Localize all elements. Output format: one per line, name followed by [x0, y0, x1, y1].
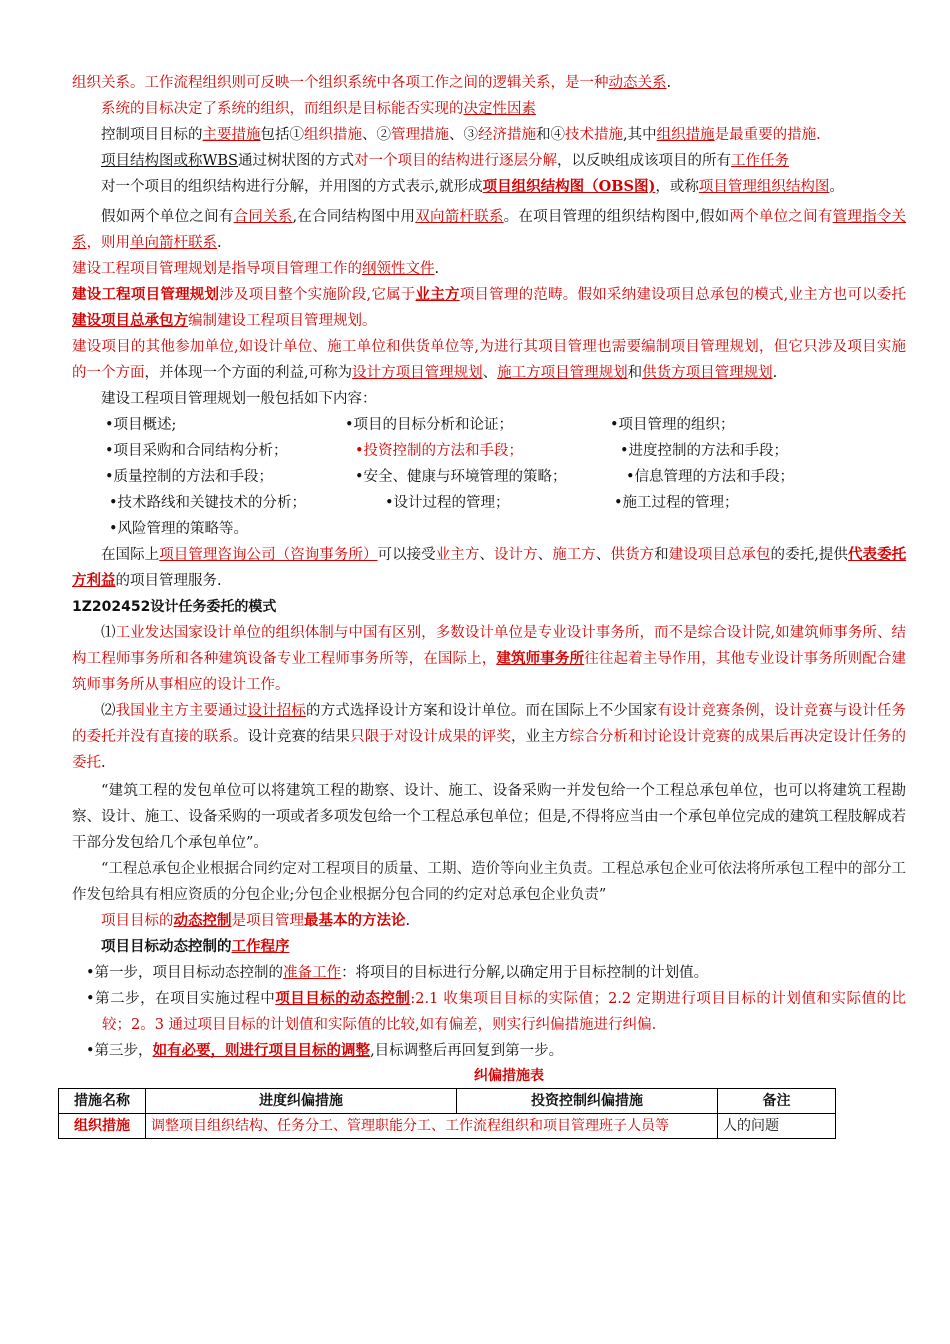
table-title: 纠偏措施表: [474, 1068, 544, 1084]
underline-span: 项目结构图或称WBS: [101, 153, 238, 169]
highlight-span: 设计招标: [247, 703, 306, 719]
text-span: ：将项目的目标进行分解,以确定用于目标控制的计划值。: [341, 965, 709, 981]
text-span: ，则用: [86, 235, 130, 251]
text-span: 、: [595, 547, 611, 563]
text-span: 业主方: [435, 547, 480, 563]
text-span: 有设计竞赛条例，设计竞赛与设计任务的委托并没有直接的联系: [72, 703, 907, 745]
text-span: 项目目标动态控制的: [101, 938, 232, 955]
list-item: •进度控制的方法和手段；: [620, 443, 789, 459]
text-span: ⑵: [101, 703, 116, 719]
paragraph-obs: [72, 174, 906, 200]
paragraph-design-tender: [72, 698, 906, 776]
document-page: [72, 70, 906, 1139]
highlight-span: 建筑师事务所: [496, 650, 585, 667]
paragraph-law-quote-1: “建筑工程的发包单位可以将建筑工程的勘察、设计、施工、设备采购一并发包给一个工程总承包单位，也可以将建筑工程勘察、设计、施工、设备采购的一项或者多项发包给一个工程总承包单位；但是,不得将应当由一个承包单位完成的建筑工程肢解成若干部分发包给几个承包单位”。: [72, 783, 906, 851]
bold-span: 最基本的方法论: [304, 912, 406, 929]
text-span: 。设计竞赛的结果: [232, 729, 351, 745]
text-span: •第一步，项目目标动态控制的: [86, 965, 284, 981]
text-span: 的委托,提供: [770, 547, 848, 563]
highlight-span: 组织措施: [656, 127, 715, 143]
text-span: 施工方: [552, 547, 596, 563]
list-item: •投资控制的方法和手段；: [355, 443, 524, 459]
text-span: ，并体现一个方面的利益,可称为: [144, 365, 353, 381]
text-span: 对一个项目的结构进行逐层分解: [354, 153, 557, 169]
text-span: .: [217, 235, 222, 251]
text-span: ，以反映组成该项目的所有: [557, 153, 731, 169]
text-span: 和: [654, 547, 669, 563]
text-span: 项目管理的范畴。假如采纳建设项目总承包的模式,业主方也可以委托: [459, 287, 907, 303]
paragraph-plan-guide: [72, 256, 906, 282]
list-item: •风险管理的策略等。: [109, 521, 249, 537]
list-item: •技术路线和关键技术的分析；: [109, 495, 307, 511]
highlight-span: 合同关系: [233, 209, 293, 225]
paragraph-arrows: [72, 204, 906, 256]
text-span: 可以接受: [377, 547, 436, 563]
text-span: 通过树状图的方式: [238, 153, 354, 169]
text-span: ，业主方: [511, 729, 570, 745]
highlight-span: 如有必要，则进行项目目标的调整: [152, 1042, 371, 1059]
highlight-span: 纲领性文件: [362, 261, 435, 277]
paragraph-foreign-design: [72, 620, 906, 698]
highlight-span: 建设项目总承包方: [72, 312, 188, 329]
step-1: [72, 960, 906, 986]
text-span: 控制项目目标的: [101, 127, 203, 143]
text-span: .: [101, 755, 106, 771]
text-span: 在国际上: [101, 547, 160, 563]
paragraph-wbs: [72, 148, 906, 174]
text-span: ,其中: [623, 127, 657, 143]
text-span: 、: [537, 547, 553, 563]
text-span: 和④: [536, 127, 565, 143]
table-cell-content: 调整项目组织结构、任务分工、管理职能分工、工作流程组织和项目管理班子人员等: [146, 1114, 718, 1139]
paragraph-organization-relation: [72, 70, 906, 96]
text-span: 管理措施: [391, 127, 449, 143]
highlight-span: 施工方项目管理规划: [497, 365, 628, 381]
text-span: 两个单位之间有: [729, 209, 833, 225]
list-item: •信息管理的方法和手段；: [626, 469, 795, 485]
text-span: .: [772, 365, 778, 381]
list-item: •项目的目标分析和论证；: [345, 417, 514, 433]
list-item: •项目概述;: [105, 417, 177, 433]
paragraph-law-quote-2: “工程总承包企业根据合同约定对工程项目的质量、工期、造价等向业主负责。工程总承包企业可依法将所承包工程中的部分工作发包给具有相应资质的分包企业;分包企业根据分包合同的约定对总承包企业负责”: [72, 861, 906, 903]
list-item: •质量控制的方法和手段；: [105, 469, 274, 485]
text-span: .: [405, 913, 411, 929]
text-span: 技术措施: [565, 127, 623, 143]
paragraph-control-measures: [72, 122, 906, 148]
highlight-span: 双向箭杆联系: [415, 209, 504, 225]
table-header: 措施名称: [59, 1089, 146, 1114]
text-span: 供货方: [610, 547, 655, 563]
table-header: 投资控制纠偏措施: [457, 1089, 718, 1114]
highlight-span: 供货方项目管理规划: [642, 365, 773, 381]
text-span: ⑴: [101, 625, 116, 641]
highlight-span: 工作任务: [731, 153, 789, 169]
text-span: 。: [829, 179, 844, 195]
text-span: 编制建设工程项目管理规划。: [188, 313, 377, 329]
text-span: 我国业主方主要通过: [115, 703, 248, 719]
text-span: 工业发达国家设计单位的组织体制与中国有区别，多数设计单位是专业设计事务所，而不是综合设计院,如建筑师事务所、结构工程师事务所和各种建筑设备专业工程师事务所等，在国际上，: [72, 625, 907, 667]
text-span: 假如两个单位之间有: [101, 209, 234, 225]
text-span: 只限于对设计成果的评奖: [350, 729, 512, 745]
text-span: 包括①: [260, 127, 304, 143]
table-header: 备注: [718, 1089, 836, 1114]
text-span: ,目标调整后再回复到第一步。: [370, 1043, 564, 1059]
highlight-span: 动态控制: [173, 912, 232, 929]
list-item: •安全、健康与环境管理的策略；: [355, 469, 567, 485]
highlight-span: 决定性因素: [463, 101, 536, 117]
paragraph-plan-contents: 建设工程项目管理规划一般包括如下内容：: [101, 391, 377, 407]
text-span: 设计方: [493, 547, 538, 563]
text-span: 的方式选择设计方案和设计单位。而在国际上不少国家: [305, 703, 658, 719]
text-span: •第二步，在项目实施过程中: [86, 991, 276, 1007]
highlight-span: 项目管理咨询公司（咨询事务所）: [159, 547, 378, 563]
highlight-span: 设计方项目管理规划: [352, 365, 483, 381]
paragraph-system-goal: [72, 96, 906, 122]
text-span: .: [434, 261, 440, 277]
highlight-span: 动态关系: [608, 75, 667, 91]
highlight-span: 代表委托方利益: [72, 546, 907, 589]
text-span: •第三步，: [86, 1043, 153, 1059]
text-span: 项目目标的: [101, 913, 174, 929]
highlight-span: 主要措施: [202, 127, 261, 143]
table-row: [59, 1114, 836, 1139]
highlight-span: 项目管理组织结构图: [698, 179, 830, 195]
table-cell-name: 组织措施: [59, 1114, 146, 1139]
text-span: 对一个项目的组织结构进行分解，并用图的方式表示,就形成: [101, 179, 483, 195]
highlight-span: 项目组织结构图（OBS图): [482, 178, 656, 195]
text-span: .: [666, 75, 672, 91]
paragraph-work-procedure: [72, 934, 906, 960]
highlight-span: 单向箭杆联系: [130, 235, 217, 251]
highlight-span: 准备工作: [283, 965, 342, 981]
list-item: •施工过程的管理；: [614, 495, 739, 511]
text-span: ，或称: [655, 179, 699, 195]
step-3: [72, 1038, 906, 1064]
table-cell-note: 人的问题: [718, 1114, 836, 1139]
text-span: 往往起着主导作用，其他专业设计事务所则配合建筑师事务所从事相应的设计工作。: [72, 651, 907, 693]
text-span: 建设项目的其他参加单位,如设计单位、施工单位和供货单位等,为进行其项目管理也需要编制项目管理规划，但它只涉及项目实施的一个方面: [72, 339, 906, 381]
text-span: 、②: [362, 127, 391, 143]
text-span: 经济措施: [478, 127, 536, 143]
text-span: 系统的目标决定了系统的组织，而组织是目标能否实现的: [101, 101, 464, 117]
text-span: 涉及项目整个实施阶段,它属于: [219, 287, 416, 303]
text-span: 、③: [449, 127, 478, 143]
highlight-span: 工作程序: [231, 938, 290, 955]
text-span: :2.1 收集项目目标的实际值；2.2 定期进行项目目标的计划值和实际值的比较；2。3 通过项目目标的计划值和实际值的比较,如有偏差，则实行纠偏措施进行纠偏.: [102, 991, 906, 1033]
text-span: 建设项目总承包: [668, 547, 771, 563]
highlight-span: 项目目标的动态控制: [275, 990, 411, 1007]
text-span: 和: [627, 365, 643, 381]
control-steps: [72, 960, 906, 1064]
bold-span: 建设工程项目管理规划: [72, 286, 220, 303]
plan-items-list: [72, 412, 906, 542]
step-2: [72, 986, 906, 1038]
text-span: 的项目管理服务.: [115, 573, 222, 589]
highlight-span: 管理指令关系: [72, 209, 907, 251]
paragraph-plan-owner: [72, 282, 906, 334]
text-span: 组织措施: [304, 127, 362, 143]
text-span: 综合分析和讨论设计竞赛的成果后再决定设计任务的委托: [72, 729, 907, 771]
highlight-span: 业主方: [415, 286, 460, 303]
text-span: 是最重要的措施.: [714, 127, 821, 143]
list-item: •项目采购和合同结构分析；: [105, 443, 288, 459]
list-item: •项目管理的组织；: [610, 417, 735, 433]
paragraph-other-parties: [72, 334, 906, 386]
text-span: ,在合同结构图中用: [292, 209, 416, 225]
text-span: 。在项目管理的组织结构图中,假如: [503, 209, 730, 225]
table-header: 进度纠偏措施: [146, 1089, 457, 1114]
table-header-row: [59, 1089, 836, 1114]
paragraph-dynamic-control: [72, 908, 906, 934]
section-heading: 1Z202452设计任务委托的模式: [72, 599, 277, 615]
paragraph-consulting: [72, 542, 906, 594]
text-span: 是项目管理: [231, 913, 304, 929]
text-span: 、: [479, 547, 494, 563]
correction-measures-table: [58, 1088, 836, 1139]
text-span: 建设工程项目管理规划是指导项目管理工作的: [72, 261, 362, 277]
list-item: •设计过程的管理；: [385, 495, 510, 511]
text-span: 组织关系。工作流程组织则可反映一个组织系统中各项工作之间的逻辑关系，是一种: [72, 75, 609, 91]
text-span: 、: [482, 365, 498, 381]
